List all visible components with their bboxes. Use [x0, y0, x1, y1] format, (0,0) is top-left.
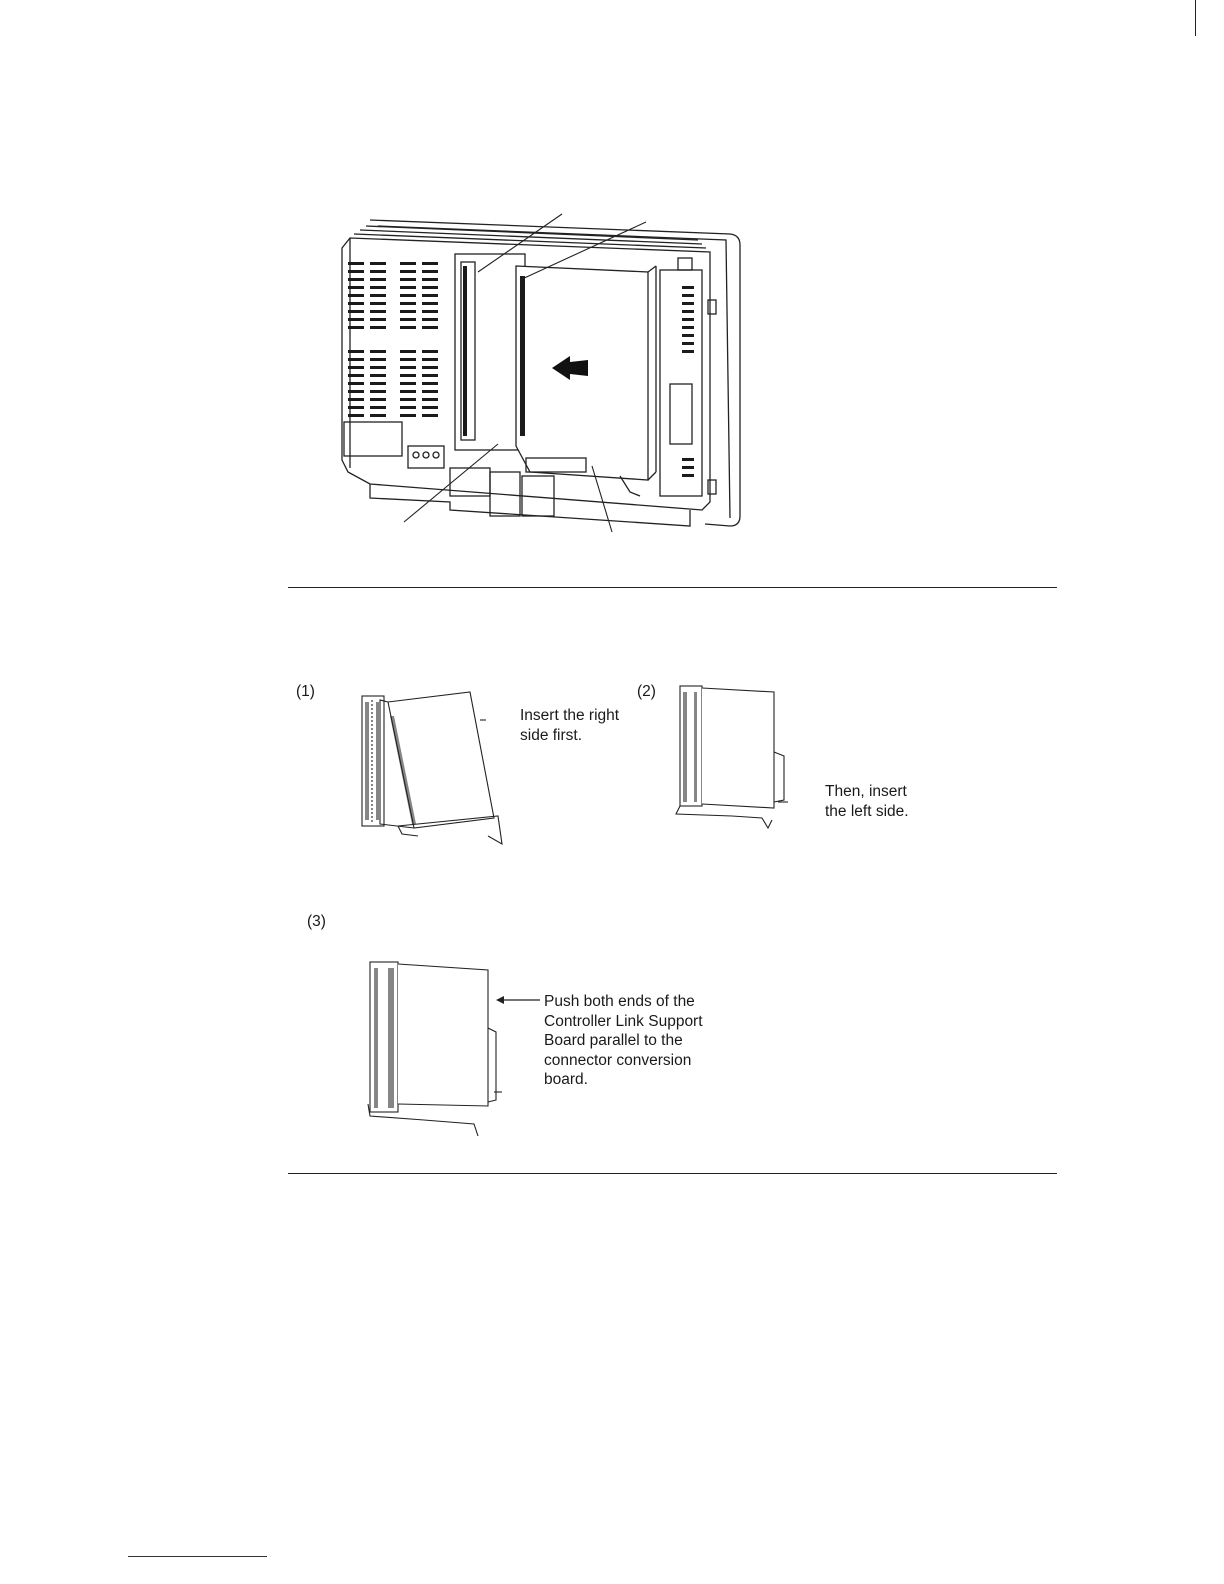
caption-line: Push both ends of the — [544, 993, 695, 1010]
pt-rear-illustration — [330, 210, 760, 550]
caption-line: Then, insert — [825, 783, 907, 800]
step-2-illustration — [672, 682, 802, 832]
caption-line: board. — [544, 1071, 588, 1088]
caption-line: side first. — [520, 726, 583, 744]
step-number: (3) — [307, 913, 326, 930]
section-rule-top — [288, 587, 1057, 588]
step-1-text — [520, 706, 619, 745]
step-1-illustration — [358, 686, 508, 856]
section-rule-bottom — [288, 1173, 1057, 1174]
caption-line: Board parallel to the — [544, 1032, 683, 1049]
step-3-text — [544, 992, 703, 1090]
step-number: (2) — [637, 683, 656, 700]
footnote-rule — [128, 1556, 267, 1557]
step-3-illustration — [364, 956, 514, 1136]
caption-line: the left side. — [825, 802, 909, 820]
page-corner-mark — [1195, 0, 1196, 36]
pointer-arrow-icon — [496, 994, 542, 1006]
step-2-text — [825, 782, 909, 821]
step-number: (1) — [296, 683, 315, 700]
caption-line: connector conversion — [544, 1051, 692, 1069]
caption-line: Controller Link Support — [544, 1012, 703, 1030]
caption-line: Insert the right — [520, 707, 620, 724]
